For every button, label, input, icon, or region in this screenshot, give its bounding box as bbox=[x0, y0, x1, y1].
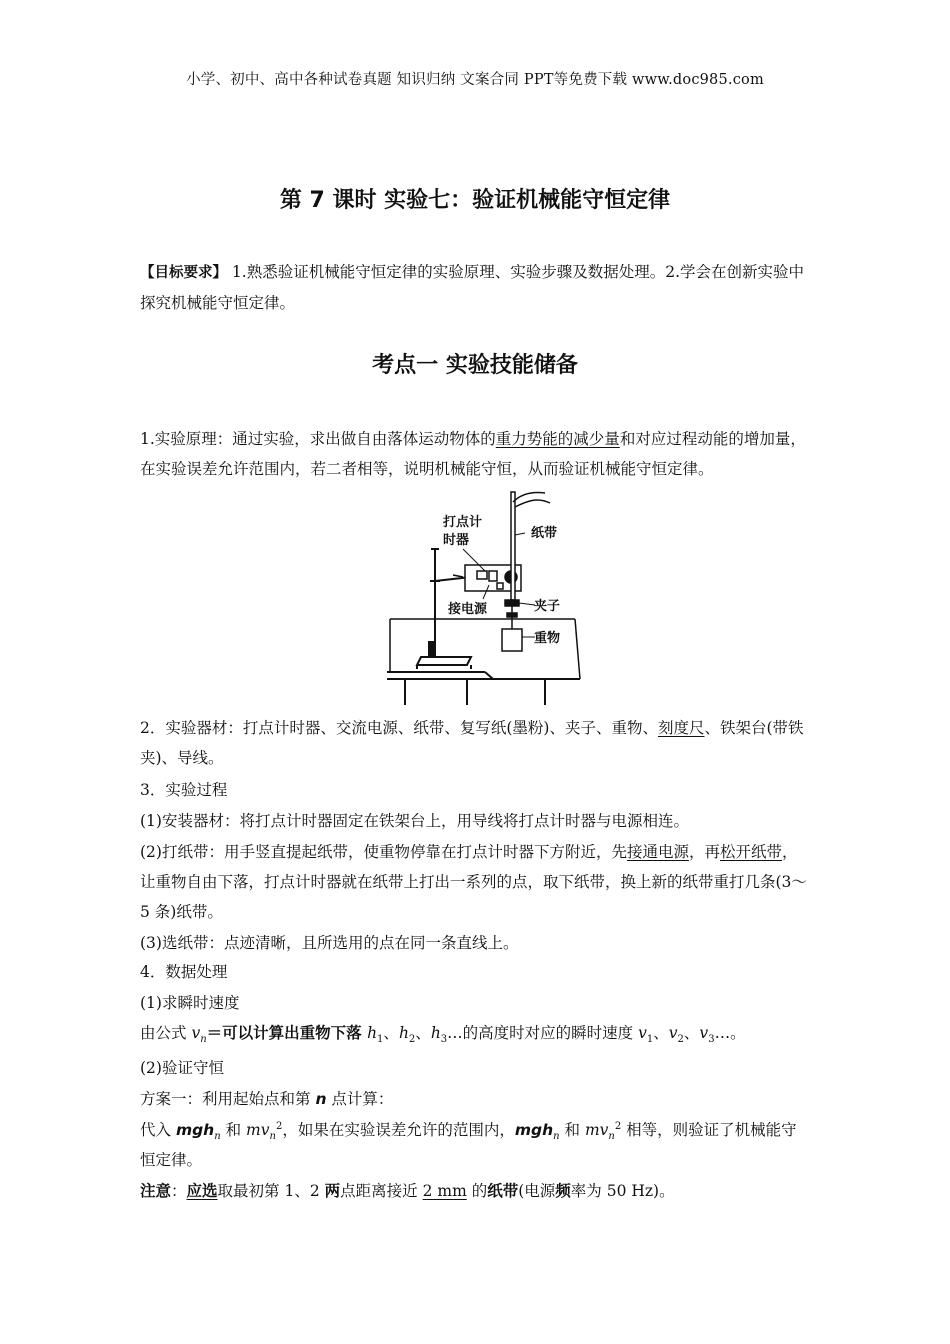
var-v: v bbox=[191, 1024, 201, 1042]
step-2-text-c: ，让重物自由下落，打点计时器就在纸带上打出一系列的点，取下纸带，换上新的纸带重打几条(3～5 条)纸带。 bbox=[140, 843, 807, 921]
mgh-2: mgh bbox=[514, 1121, 554, 1139]
mv-2: mv bbox=[584, 1121, 609, 1139]
sub-2: 2 bbox=[408, 1034, 416, 1046]
scheme-text-a: 方案一：利用起始点和第 bbox=[140, 1090, 316, 1108]
formula-line bbox=[140, 1018, 810, 1048]
sub-1: 1 bbox=[377, 1034, 384, 1046]
note-text-c: 点距离接近 bbox=[340, 1182, 423, 1200]
note-text-d: 的 bbox=[466, 1182, 488, 1200]
principle-key-term: 重力势能的减少量 bbox=[495, 430, 620, 448]
note-key-1: 应选 bbox=[186, 1182, 218, 1200]
goal-text: 1.熟悉验证机械能守恒定律的实验原理、实验步骤及数据处理。2.学会在创新实验中探究机械能守恒定律。 bbox=[140, 263, 805, 312]
label-timer-1: 打点计 bbox=[443, 515, 483, 530]
substitute-paragraph bbox=[140, 1115, 810, 1175]
mgh-n-1: n bbox=[214, 1131, 221, 1143]
scheme-text-b: 点计算： bbox=[326, 1090, 394, 1108]
sep-4: 、 bbox=[683, 1024, 700, 1042]
sub-v2: 2 bbox=[677, 1034, 684, 1046]
var-h2: h bbox=[398, 1024, 409, 1042]
mv-1: mv bbox=[246, 1121, 270, 1139]
note-paragraph bbox=[140, 1176, 810, 1206]
step-2-text-b: ，再 bbox=[688, 843, 720, 861]
step-1: (1)安装器材：将打点计时器固定在铁架台上，用导线将打点计时器与电源相连。 bbox=[140, 812, 689, 830]
step-3: (3)选纸带：点迹清晰，且所选用的点在同一条直线上。 bbox=[140, 934, 519, 952]
mgh-n-2: n bbox=[553, 1131, 560, 1143]
sub-3: 3 bbox=[440, 1034, 448, 1046]
step-2-text-a: (2)打纸带：用手竖直提起纸带，使重物停靠在打点计时器下方附近，先 bbox=[140, 843, 627, 861]
stand-base bbox=[417, 642, 471, 669]
page-title: 第 7 课时 实验七：验证机械能守恒定律 bbox=[279, 188, 671, 213]
mv-n-1: n bbox=[269, 1131, 276, 1143]
label-clamp: 夹子 bbox=[534, 599, 561, 614]
step-2-key-1: 接通电源 bbox=[626, 843, 689, 861]
apparatus-figure bbox=[385, 487, 585, 707]
note-bold-2: 纸带 bbox=[487, 1182, 519, 1200]
equipment-paragraph bbox=[140, 713, 810, 773]
sep-1: 、 bbox=[383, 1024, 399, 1042]
equipment-text-2: 、铁架台(带铁夹)、导线。 bbox=[140, 719, 804, 767]
step-2-key-2: 松开纸带 bbox=[720, 843, 783, 861]
var-h1: h bbox=[367, 1024, 378, 1042]
page-header: 小学、初中、高中各种试卷真题 知识归纳 文案合同 PPT等免费下载 www.doc985.com bbox=[186, 72, 764, 88]
principle-text: 1.实验原理：通过实验，求出做自由落体运动物体的 bbox=[140, 430, 496, 448]
sub-v1: 1 bbox=[646, 1034, 654, 1046]
note-bold-1: 两 bbox=[324, 1182, 341, 1200]
note-colon: ： bbox=[171, 1182, 187, 1200]
note-bold-3: 频 bbox=[555, 1182, 571, 1200]
formula-text-c: …的高度时对应的瞬时速度 bbox=[447, 1024, 639, 1042]
mv-n-2: n bbox=[608, 1131, 615, 1143]
label-weight: 重物 bbox=[534, 631, 561, 646]
note-text-f: 率为 50 Hz)。 bbox=[570, 1182, 675, 1200]
process-title: 3．实验过程 bbox=[140, 781, 228, 799]
note-label: 注意 bbox=[140, 1182, 172, 1200]
and-1: 和 bbox=[220, 1121, 247, 1139]
goal-tag: 【目标要求】 bbox=[140, 265, 227, 281]
sub-n: n bbox=[200, 1034, 207, 1046]
sub-text-b: ，如果在实验误差允许的范围内， bbox=[282, 1121, 515, 1139]
sq-1: 2 bbox=[275, 1120, 283, 1132]
note-text-e: (电源 bbox=[518, 1182, 556, 1200]
sub-text-a: 代入 bbox=[140, 1121, 176, 1139]
step-2 bbox=[140, 837, 810, 927]
formula-text-a: 由公式 bbox=[140, 1024, 192, 1042]
var-v1: v bbox=[638, 1024, 647, 1042]
formula-text-b: ＝可以计算出重物下落 bbox=[206, 1024, 368, 1042]
label-timer-2: 时器 bbox=[443, 533, 470, 548]
scheme-n: n bbox=[315, 1090, 327, 1108]
equipment-text: 2．实验器材：打点计时器、交流电源、纸带、复写纸(墨粉)、夹子、重物、 bbox=[140, 719, 658, 737]
data-sub-2: (2)验证守恒 bbox=[140, 1059, 224, 1077]
sq-2: 2 bbox=[614, 1120, 622, 1132]
sep-2: 、 bbox=[415, 1024, 431, 1042]
mgh-1: mgh bbox=[175, 1121, 215, 1139]
equipment-key-term: 刻度尺 bbox=[657, 719, 705, 737]
clamp-weight bbox=[502, 600, 522, 651]
data-sub-1: (1)求瞬时速度 bbox=[140, 994, 240, 1012]
var-h3: h bbox=[430, 1024, 441, 1042]
note-text-a: 取最初第 1、2 bbox=[217, 1182, 325, 1200]
var-v2: v bbox=[668, 1024, 678, 1042]
note-key-2: 2 mm bbox=[422, 1182, 467, 1200]
goal-paragraph bbox=[140, 257, 810, 318]
sub-v3: 3 bbox=[708, 1034, 715, 1046]
principle-text-2: 和对应过程动能的增加量，在实验误差允许范围内，若二者相等，说明机械能守恒，从而验证机械能守恒定律。 bbox=[140, 430, 806, 478]
var-v3: v bbox=[699, 1024, 709, 1042]
scheme-1 bbox=[140, 1084, 810, 1114]
section-title: 考点一 实验技能储备 bbox=[372, 353, 578, 378]
principle-paragraph bbox=[140, 424, 810, 484]
data-title: 4．数据处理 bbox=[140, 963, 228, 981]
sub-text-c: 相等，则验证了机械能守恒定律。 bbox=[140, 1121, 797, 1169]
label-power: 接电源 bbox=[448, 602, 488, 617]
formula-text-d: …。 bbox=[714, 1024, 746, 1042]
and-2: 和 bbox=[559, 1121, 585, 1139]
label-tape: 纸带 bbox=[531, 526, 558, 541]
sep-3: 、 bbox=[653, 1024, 669, 1042]
